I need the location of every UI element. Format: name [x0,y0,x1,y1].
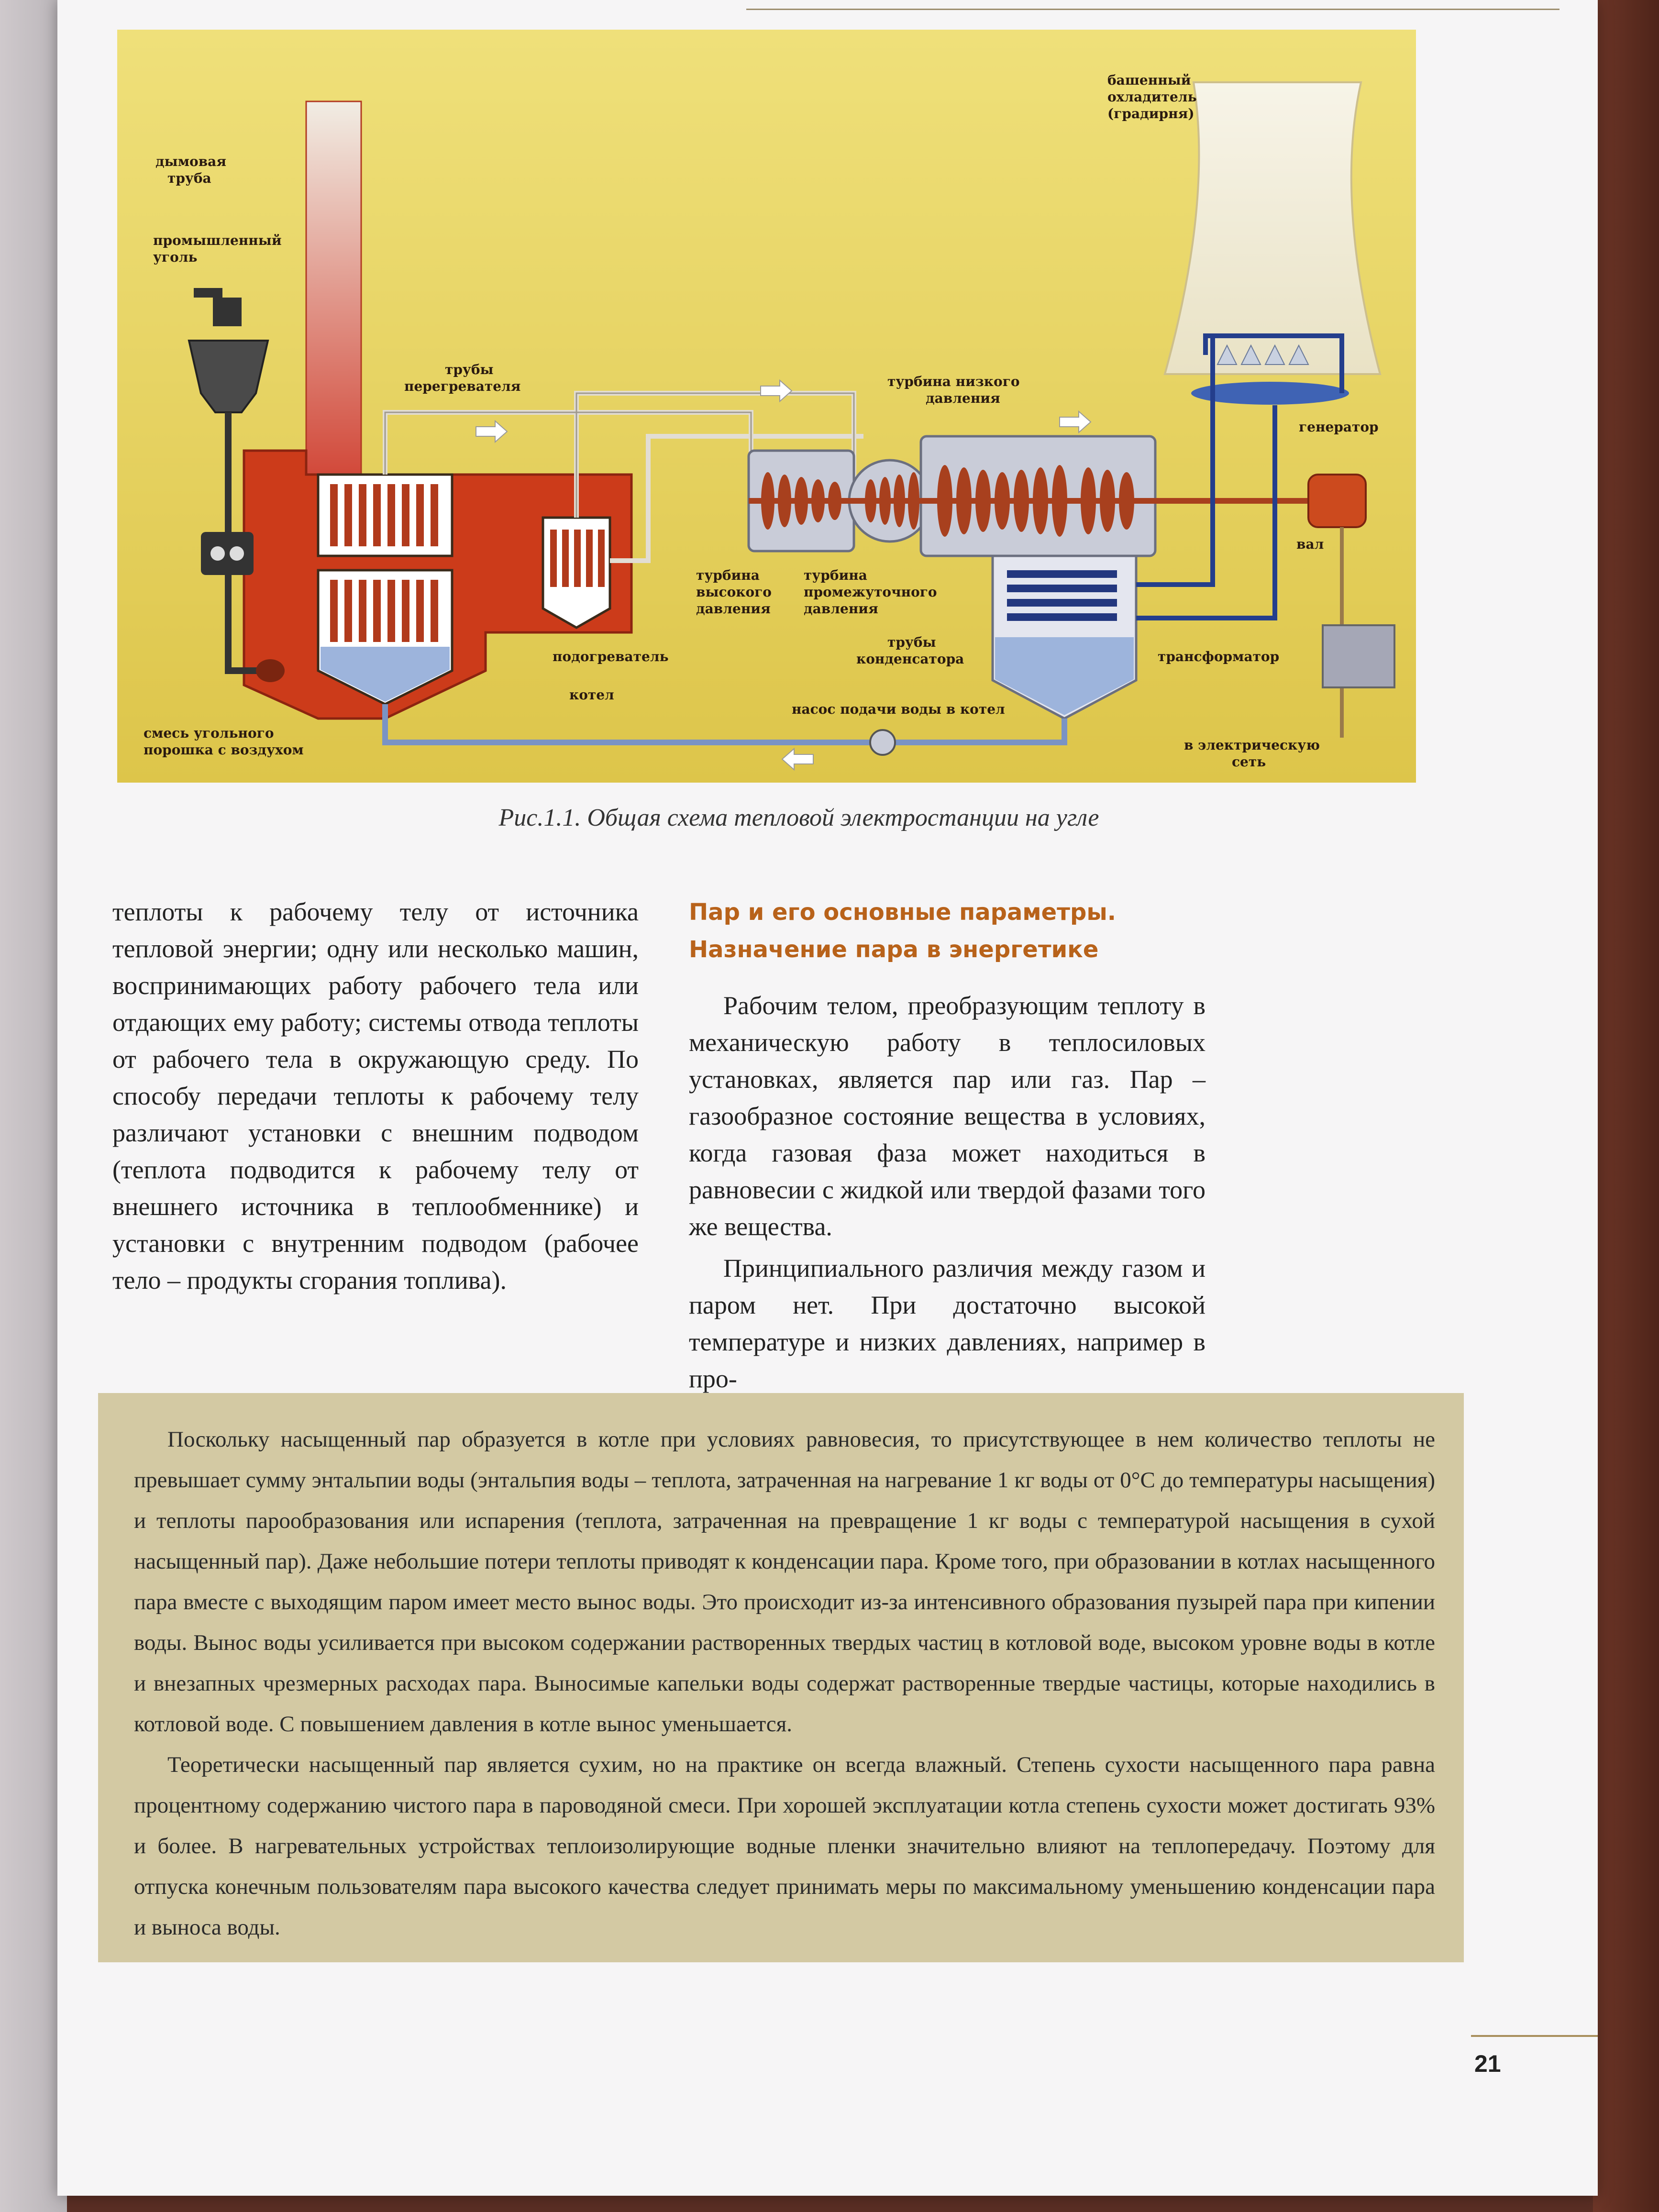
label-mixture-1: смесь угольного [144,725,274,741]
label-tower-1: башенный [1107,72,1191,88]
label-lp-turbine-2: давления [926,390,1000,406]
label-transformer: трансформатор [1158,649,1280,664]
info-paragraph-2: Теоретически насыщенный пар является сухим, но на практике он всегда влажный. Степень сухости насыщенного пара равна процентному содержанию чистого пара в пароводяной смеси. При хорошей эксплуатации котла степень сухости может достигать 93% и более. В нагревательных устройствах теплоизолирующие водные пленки значительно влияют на теплопередачу. Поэтому для отпуска конечным пользователям пара высокого качества следует принимать меры по максимальному уменьшению конденсации пара и выноса воды. [134,1752,1435,1940]
feed-pump [870,730,895,755]
top-rule [746,9,1559,10]
background-right [1593,0,1659,2212]
coal-input [213,298,242,326]
label-feed-pump: насос подачи воды в котел [792,701,1005,717]
info-box-text [134,1419,1435,1948]
label-hp-turbine-2: высокого [696,584,772,600]
label-shaft: вал [1296,536,1324,552]
label-preheater: подогреватель [553,649,669,664]
label-hp-turbine-3: давления [696,601,771,617]
left-column-text: теплоты к рабочему телу от источника тепловой энергии; одну или несколько машин, воспринимающих работу рабочего тела или отдающих ему работу; системы отвода теплоты от рабочего тела в окружающую среду. По способу передачи теплоты к рабочему телу различают установки с внешним подводом (теплота подводится к рабочему телу от внешнего источника в теплообменнике) и установки с внутренним подводом (рабочее тело – продукты сгорания топлива). [112,897,639,1294]
label-ip-turbine-3: давления [804,601,878,617]
label-ip-turbine-2: промежуточного [804,584,937,600]
label-coal-2: уголь [153,249,198,265]
page-number: 21 [1474,2050,1501,2077]
generator [1308,475,1366,527]
label-superheater-2: перегревателя [404,378,521,394]
label-grid-2: сеть [1232,754,1266,770]
background-left [0,0,67,2212]
label-condenser-2: конденсатора [856,651,964,667]
label-chimney-2: труба [167,170,211,186]
label-generator: генератор [1299,419,1379,435]
right-paragraph-1: Рабочим телом, преобразующим теплоту в механическую работу в теплосиловых установках, является пар или газ. Пар – газообразное состояние вещества в условиях, когда газовая фаза может находиться в равновесии с жидкой или твердой фазами того же вещества. [689,991,1206,1241]
transformer [1323,625,1394,687]
label-chimney-1: дымовая [155,154,227,169]
section-heading-line2: Назначение пара в энергетике [689,936,1099,963]
label-ip-turbine-1: турбина [804,567,867,583]
label-coal-1: промышленный [153,232,282,248]
coal-mill [201,532,254,575]
right-paragraph-2: Принципиального различия между газом и паром нет. При достаточно высокой температуре и низких давлениях, например в про- [689,1254,1206,1393]
label-tower-2: охладитель [1107,89,1197,105]
info-box [98,1393,1464,1962]
label-hp-turbine-1: турбина [696,567,760,583]
label-superheater-1: трубы [445,362,494,377]
label-boiler: котел [569,687,614,703]
info-paragraph-1: Поскольку насыщенный пар образуется в котле при условиях равновесия, то присутствующее в нем количество теплоты не превышает сумму энтальпии воды (энтальпия воды – теплота, затраченная на нагревание 1 кг воды от 0°С до температуры насыщения) и теплоты парообразования или испарения (теплота, затраченная на превращение 1 кг воды с температурой насыщения в сухой насыщенный пар). Даже небольшие потери теплоты приводят к конденсации пара. Кроме того, при образовании в котлах насыщенного пара вместе с выходящим паром имеет место вынос воды. Это происходит из-за интенсивного образования пузырей пара при кипении воды. Вынос воды усиливается при высоком содержании растворенных твердых частиц в котловой воде, высоком уровне воды в котле и внезапных чрезмерных расходах пара. Выносимые капельки воды содержат растворенные твердые частицы, которые находились в котловой воде. С повышением давления в котле вынос уменьшается. [134,1427,1435,1736]
chimney [306,101,361,475]
label-mixture-2: порошка с воздухом [144,742,304,758]
left-column [112,894,639,1299]
figure-caption: Рис.1.1. Общая схема тепловой электростанции на угле [498,804,1099,831]
label-grid-1: в электрическую [1184,737,1320,753]
power-plant-diagram [117,30,1416,783]
section-heading-line1: Пар и его основные параметры. [689,899,1116,926]
page-number-rule [1471,2035,1598,2037]
label-tower-3: (градирня) [1107,106,1194,122]
label-lp-turbine-1: турбина низкого [887,374,1020,389]
right-column [689,894,1206,1397]
label-condenser-1: трубы [887,634,936,650]
section-heading [689,894,1206,968]
